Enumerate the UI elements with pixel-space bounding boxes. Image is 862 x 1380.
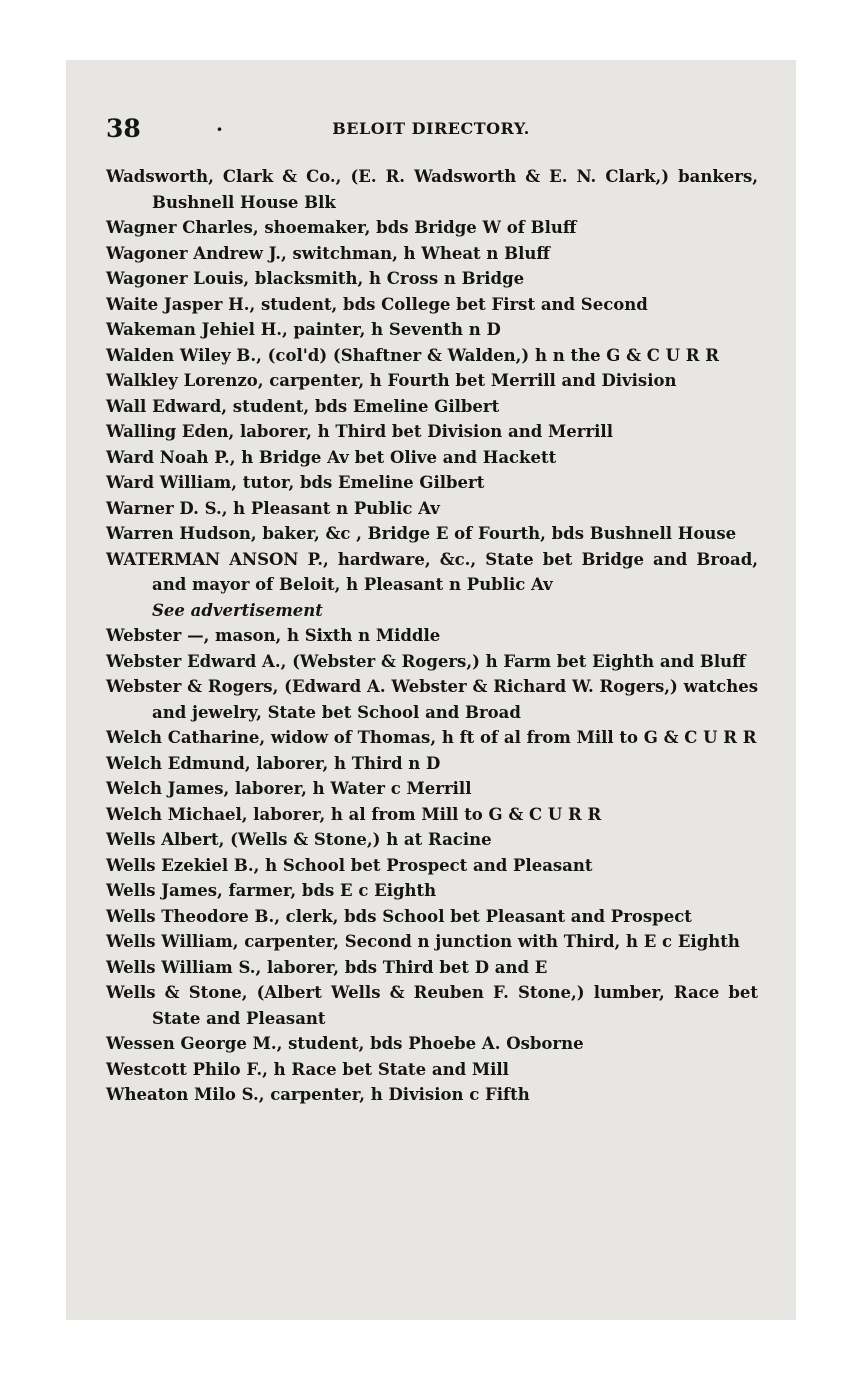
- directory-entry: Webster —, mason, h Sixth n Middle: [106, 626, 441, 645]
- directory-entry: Wells Albert, (Wells & Stone,) h at Racine: [106, 830, 492, 849]
- directory-entry: Wells Theodore B., clerk, bds School bet Pleasant and Prospect: [106, 906, 692, 926]
- directory-entry: Webster & Rogers, (Edward A. Webster & Richard W. Rogers,) watches and jewelry, State bet School and Broad: [106, 677, 758, 722]
- directory-entry: Ward Noah P., h Bridge Av bet Olive and Hackett: [106, 447, 557, 467]
- directory-entry: Waite Jasper H., student, bds College bet First and Second: [106, 294, 648, 314]
- directory-entry: Wells Ezekiel B., h School bet Prospect and Pleasant: [106, 855, 593, 875]
- directory-entry: Wheaton Milo S., carpenter, h Division c Fifth: [106, 1085, 530, 1104]
- directory-entry: Ward William, tutor, bds Emeline Gilbert: [106, 473, 485, 492]
- directory-page: [66, 60, 796, 1320]
- directory-entry: Wall Edward, student, bds Emeline Gilbert: [106, 396, 500, 416]
- directory-entry: Westcott Philo F., h Race bet State and Mill: [106, 1059, 509, 1079]
- running-title: BELOIT DIRECTORY.: [332, 119, 530, 138]
- directory-entry: Warren Hudson, baker, &c , Bridge E of Fourth, bds Bushnell House: [106, 524, 737, 543]
- directory-entry: Welch James, laborer, h Water c Merrill: [106, 779, 472, 798]
- directory-entry: Wells William S., laborer, bds Third bet D and E: [106, 957, 548, 977]
- header-bullet: ·: [216, 117, 223, 141]
- directory-entries: [106, 164, 758, 1108]
- directory-entry: Warner D. S., h Pleasant n Public Av: [106, 498, 440, 518]
- directory-entry: Wells James, farmer, bds E c Eighth: [106, 881, 437, 900]
- directory-entry: Wagoner Andrew J., switchman, h Wheat n Bluff: [106, 243, 550, 263]
- directory-entry: Wakeman Jehiel H., painter, h Seventh n D: [106, 320, 501, 339]
- advertisement-note: See advertisement: [152, 600, 323, 620]
- directory-entry: Wessen George M., student, bds Phoebe A. Osborne: [106, 1034, 584, 1053]
- page-header: [106, 114, 756, 144]
- entry-text: WATERMAN ANSON P., hardware, &c., State bet Bridge and Broad, and mayor of Beloit, h Pleasant n Public Av: [106, 549, 758, 594]
- directory-entry: Welch Michael, laborer, h al from Mill to G & C U R R: [106, 804, 602, 824]
- directory-entry: Wells William, carpenter, Second n junction with Third, h E c Eighth: [106, 932, 740, 951]
- directory-entry: Wells & Stone, (Albert Wells & Reuben F. Stone,) lumber, Race bet State and Pleasant: [106, 983, 758, 1028]
- directory-entry: Walkley Lorenzo, carpenter, h Fourth bet Merrill and Division: [106, 371, 677, 390]
- directory-entry: Webster Edward A., (Webster & Rogers,) h Farm bet Eighth and Bluff: [106, 651, 746, 671]
- directory-entry-waterman: [106, 547, 758, 624]
- page-number: 38: [106, 114, 141, 143]
- directory-entry: Wagner Charles, shoemaker, bds Bridge W of Bluff: [106, 218, 577, 237]
- directory-entry: Wagoner Louis, blacksmith, h Cross n Bridge: [106, 269, 525, 288]
- directory-entry: Welch Edmund, laborer, h Third n D: [106, 753, 441, 773]
- directory-entry: Walden Wiley B., (col'd) (Shaftner & Walden,) h n the G & C U R R: [106, 345, 719, 365]
- directory-entry: Welch Catharine, widow of Thomas, h ft of al from Mill to G & C U R R: [106, 728, 757, 747]
- directory-entry: Walling Eden, laborer, h Third bet Division and Merrill: [106, 422, 613, 441]
- directory-entry: Wadsworth, Clark & Co., (E. R. Wadsworth & E. N. Clark,) bankers, Bushnell House Blk: [106, 167, 758, 212]
